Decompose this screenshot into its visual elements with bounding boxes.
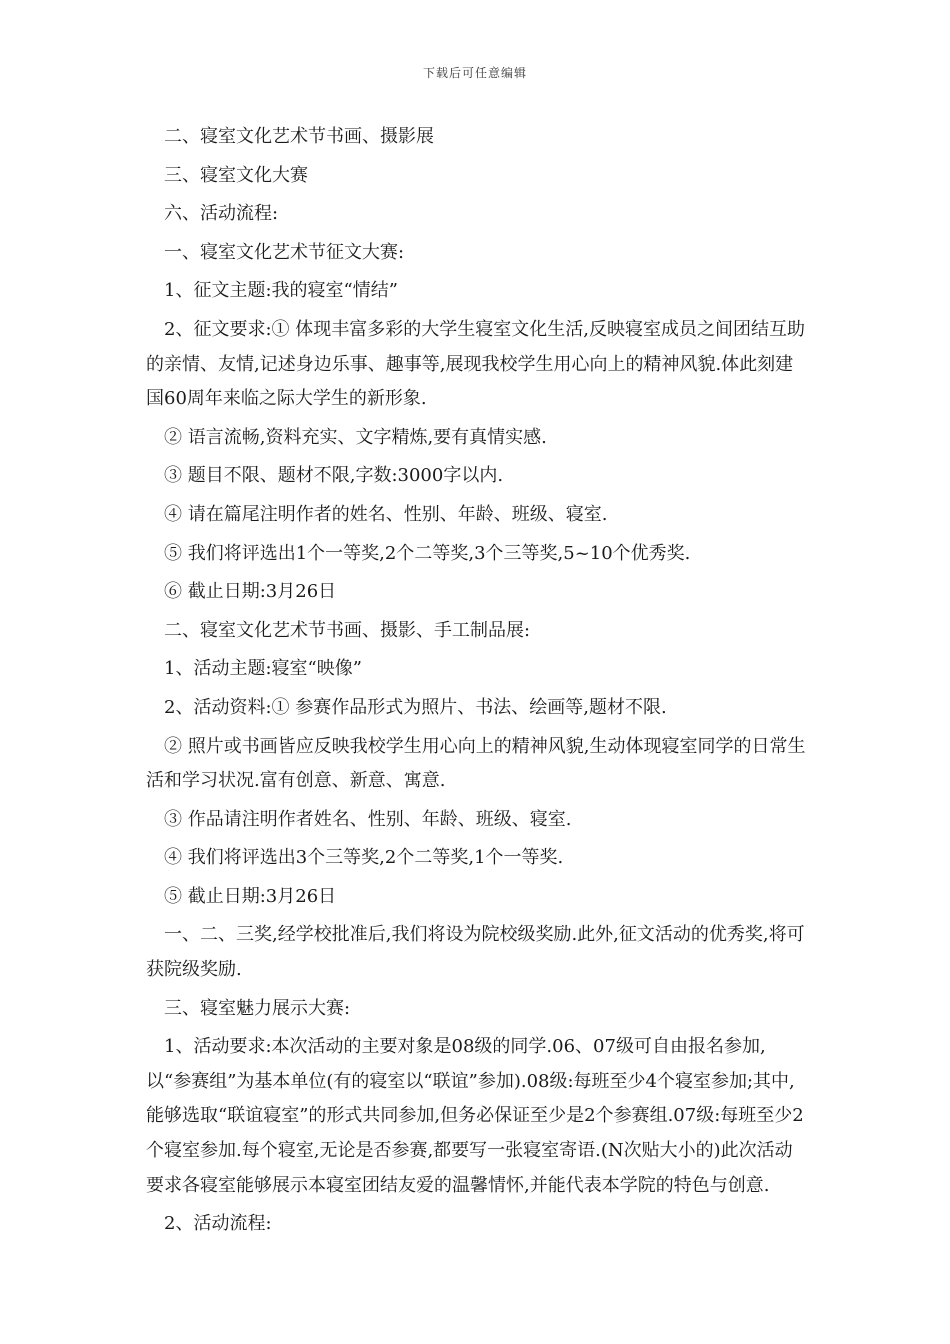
paragraph: 1、征文主题:我的寝室“情结” [164, 280, 398, 302]
paragraph: ⑥ 截止日期:3月26日 [164, 581, 337, 603]
paragraph: 2、活动资料:① 参赛作品形式为照片、书法、绘画等,题材不限. [164, 696, 667, 718]
paragraph: ③ 题目不限、题材不限,字数:3000字以内. [164, 465, 504, 487]
paragraph: 1、活动主题:寝室“映像” [164, 658, 362, 680]
paragraph: 二、寝室文化艺术节书画、摄影展 [164, 126, 434, 147]
paragraph: ⑤ 截止日期:3月26日 [164, 885, 337, 907]
paragraph: 三、寝室魅力展示大赛: [164, 997, 351, 1019]
page-header: 下载后可任意编辑 [422, 66, 527, 80]
paragraph: 一、寝室文化艺术节征文大赛: [164, 241, 405, 263]
paragraph: 一、二、三奖,经学校批准后,我们将设为院校级奖励.此外,征文活动的优秀奖,将可获院级奖励. [146, 924, 805, 981]
paragraph: ④ 请在篇尾注明作者的姓名、性别、年龄、班级、寝室. [164, 503, 608, 525]
paragraph: ④ 我们将评选出3个三等奖,2个二等奖,1个一等奖. [164, 847, 564, 869]
paragraph: ② 语言流畅,资料充实、文字精炼,要有真情实感. [164, 426, 547, 448]
paragraph: ② 照片或书画皆应反映我校学生用心向上的精神风貌,生动体现寝室同学的日常生活和学习状况.富有创意、新意、寓意. [146, 735, 806, 792]
document-body [146, 120, 810, 1246]
paragraph: 1、活动要求:本次活动的主要对象是08级的同学.06、07级可自由报名参加,以“参赛组”为基本单位(有的寝室以“联谊”参加).08级:每班至少4个寝室参加;其中,能够选取“联谊寝室”的形式共同参加,但务必保证至少是2个参赛组.07级:每班至少2个寝室参加.每个寝室,无论是否参赛,都要写一张寝室寄语.(N次贴大小的)此次活动要求各寝室能够展示本寝室团结友爱的温馨情怀,并能代表本学院的特色与创意. [146, 1036, 804, 1196]
paragraph: 三、寝室文化大赛 [164, 164, 308, 186]
paragraph: 二、寝室文化艺术节书画、摄影、手工制品展: [164, 619, 531, 641]
paragraph: ③ 作品请注明作者姓名、性别、年龄、班级、寝室. [164, 808, 572, 830]
paragraph: ⑤ 我们将评选出1个一等奖,2个二等奖,3个三等奖,5~10个优秀奖. [164, 542, 691, 564]
paragraph: 2、征文要求:① 体现丰富多彩的大学生寝室文化生活,反映寝室成员之间团结互助的亲情、友情,记述身边乐事、趣事等,展现我校学生用心向上的精神风貌.体此刻建国60周年来临之际大学生的新形象. [146, 318, 805, 410]
paragraph: 六、活动流程: [164, 203, 279, 225]
paragraph: 2、活动流程: [164, 1213, 272, 1235]
